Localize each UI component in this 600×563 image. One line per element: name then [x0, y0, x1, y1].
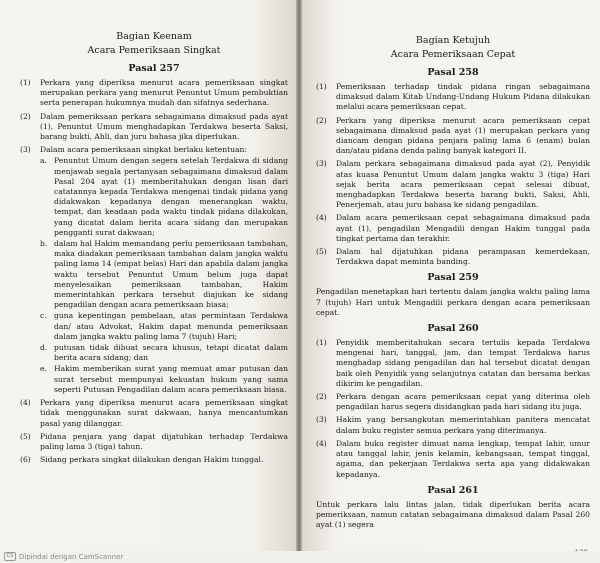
article-item: (5) Dalam hal dijatuhkan pidana perampasan kemerdekaan, Terdakwa dapat meminta banding.	[316, 247, 590, 267]
camscanner-logo-icon: CS	[4, 552, 16, 561]
section-title: Acara Pemeriksaan Cepat	[390, 49, 516, 60]
scan-footer	[0, 551, 600, 563]
section-title: Acara Pemeriksaan Singkat	[87, 45, 221, 56]
article-paragraph: Pengadilan menetapkan hari tertentu dalam jangka waktu paling lama 7 (tujuh) Hari untuk Mengadili perkara dengan acara pemeriksaan cepat.	[316, 287, 590, 317]
article-item: (4) Dalam acara pemeriksaan cepat sebagaimana dimaksud pada ayat (1), pengadilan Mengadili dengan Hakim tunggal pada tingkat pertama dan terakhir.	[316, 213, 590, 243]
sub-item: a. Penuntut Umum dengan segera setelah Terdakwa di sidang menjawab segala pertanyaan sebagaimana dimaksud dalam Pasal 204 ayat (1) memberitahukan dengan lisan dari catatannya kepada Terdakwa mengenai tindak pidana yang didakwakan kepadanya dengan menerangkan waktu, tempat, dan keadaan pada waktu tindak pidana dilakukan, yang dicatat dalam berita acara sidang dan merupakan pengganti surat dakwaan;	[40, 156, 288, 237]
sub-item: e. Hakim memberikan surat yang memuat amar putusan dan surat tersebut mempunyai kekuatan hukum yang sama seperti Putusan Pengadilan dalam acara pemeriksaan biasa.	[40, 364, 288, 394]
pasal-heading: Pasal 259	[427, 272, 479, 284]
sub-item: c. guna kepentingan pembelaan, atas permintaan Terdakwa dan/ atau Advokat, Hakim dapat menunda pemeriksaan dalam jangka waktu paling lama 7 (tujuh) Hari;	[40, 311, 288, 341]
article-item: (3) Dalam perkara sebagaimana dimaksud pada ayat (2), Penyidik atas kuasa Penuntut Umum dalam jangka waktu 3 (tiga) Hari sejak berita acara pemeriksaan cepat selesai dibuat, menghadapkan Terdakwa beserta barang bukti, Saksi, Ahli, Penerjemah, atau juru bahasa ke sidang pengadilan.	[316, 159, 590, 210]
camscanner-watermark	[4, 552, 123, 561]
watermark-text: Dipindai dengan CamScanner	[19, 552, 124, 561]
article-paragraph: Untuk perkara lalu lintas jalan, tidak diperlukan berita acara pemeriksaan, namun catatan sebagaimana dimaksud dalam Pasal 260 ayat (1) segera	[316, 499, 590, 530]
pasal-heading: Pasal 261	[427, 484, 479, 496]
sub-item: b. dalam hal Hakim memandang perlu pemeriksaan tambahan, maka diadakan pemeriksaan tambahan dalam jangka waktu paling lama 14 (empat belas) Hari dan apabila dalam jangka waktu tersebut Penuntut Umum belum juga dapat menyelesaikan pemeriksaan tambahan, Hakim memerintahkan perkara tersebut diajukan ke sidang pengadilan dengan acara pemeriksaan biasa;	[40, 239, 288, 310]
sub-item: d. putusan tidak dibuat secara khusus, tetapi dicatat dalam berita acara sidang; dan	[40, 343, 288, 363]
article-text: Dalam acara pemeriksaan singkat berlaku ketentuan:	[40, 145, 248, 155]
left-page	[0, 0, 296, 563]
article-item: (5) Pidana penjara yang dapat dijatuhkan terhadap Terdakwa paling lama 3 (tiga) tahun.	[20, 431, 288, 451]
article-item: (2) Perkara yang diperiksa menurut acara pemeriksaan cepat sebagaimana dimaksud pada ayat (1) merupakan perkara yang diancam dengan pidana penjara paling lama 6 (enam) bulan dan/atau pidana denda paling banyak kategori II.	[316, 115, 590, 156]
article-item: (1) Perkara yang diperiksa menurut acara pemeriksaan singkat merupakan perkara yang menurut Penuntut Umum pembuktian serta penerapan hukumnya mudah dan sifatnya sederhana.	[20, 78, 288, 108]
article-item: (1) Penyidik memberitahukan secara tertulis kepada Terdakwa mengenai hari, tanggal, jam, dan tempat Terdakwa harus menghadap sidang pengadilan dan hal tersebut dicatat dengan baik oleh Penyidik yang selanjutnya catatan dan bersama berkas dikirim ke pengadilan.	[316, 338, 590, 388]
right-page	[302, 0, 600, 563]
pasal-heading: Pasal 257	[128, 63, 180, 74]
article-item: (4) Dalam buku register dimuat nama lengkap, tempat lahir, umur atau tanggal lahir, jenis kelamin, kebangsaan, tempat tinggal, agama, dan pekerjaan Terdakwa serta apa yang didakwakan kepadanya.	[316, 438, 590, 479]
pasal-heading: Pasal 260	[427, 323, 479, 335]
chapter-heading: Bagian Keenam	[116, 31, 192, 42]
article-item: (1) Pemeriksaan terhadap tindak pidana ringan sebagaimana dimaksud dalam Kitab Undang-Undang Hukum Pidana dilakukan melalui acara pemeriksaan cepat.	[316, 82, 590, 112]
article-item: (3) Dalam acara pemeriksaan singkat berlaku ketentuan: a. Penuntut Umum dengan segera setelah Terdakwa di sidang menjawab segala pertanyaan sebagaimana dimaksud dalam Pasal 204 ayat (1) memberitahukan dengan lisan dari catatannya kepada Terdakwa mengenai tindak pidana yang didakwakan kepadanya dengan menerangkan waktu, tempat, dan keadaan pada waktu tindak pidana dilakukan, yang dicatat dalam berita acara sidang dan merupakan pengganti surat dakwaan; b. dalam hal Hakim memandang perlu pemeriksaan tambahan, maka diadakan pemeriksaan tambahan dalam jangka waktu paling lama 14 (empat belas) Hari dan apabila dalam jangka waktu tersebut Penuntut Umum belum juga dapat menyelesaikan pemeriksaan tambahan, Hakim memerintahkan perkara tersebut diajukan ke sidang pengadilan dengan acara pemeriksaan biasa; c. guna kepentingan pembelaan, atas permintaan Terdakwa dan/ atau Advokat, Hakim dapat menunda pemeriksaan dalam jangka waktu paling lama 7 (tujuh) Hari; d. putusan tidak dibuat secara khusus, tetapi dicatat dalam berita acara sidang; dan e. Hakim memberikan surat yang memuat amar putusan dan surat tersebut mempunyai kekuatan hukum yang sama seperti Putusan Pengadilan dalam acara pemeriksaan biasa.	[20, 145, 288, 394]
article-item: (2) Dalam pemeriksaan perkara sebagaimana dimaksud pada ayat (1), Penuntut Umum menghadapkan Terdakwa beserta Saksi, barang bukti, Ahli, dan juru bahasa jika diperlukan.	[20, 111, 288, 142]
article-item: (4) Perkara yang diperiksa menurut acara pemeriksaan singkat tidak menggunakan surat dakwaan, hanya mencantumkan pasal yang dilanggar.	[20, 398, 288, 428]
article-item: (2) Perkara dengan acara pemeriksaan cepat yang diterima oleh pengadilan harus segera disidangkan pada hari sidang itu juga.	[316, 392, 590, 412]
chapter-heading: Bagian Ketujuh	[415, 35, 491, 46]
article-item: (3) Hakim yang bersangkutan memerintahkan panitera mencatat dalam buku register semua perkara yang diterimanya.	[316, 415, 590, 435]
pasal-heading: Pasal 258	[427, 67, 479, 78]
article-item: (6) Sidang perkara singkat dilakukan dengan Hakim tunggal.	[20, 455, 264, 465]
